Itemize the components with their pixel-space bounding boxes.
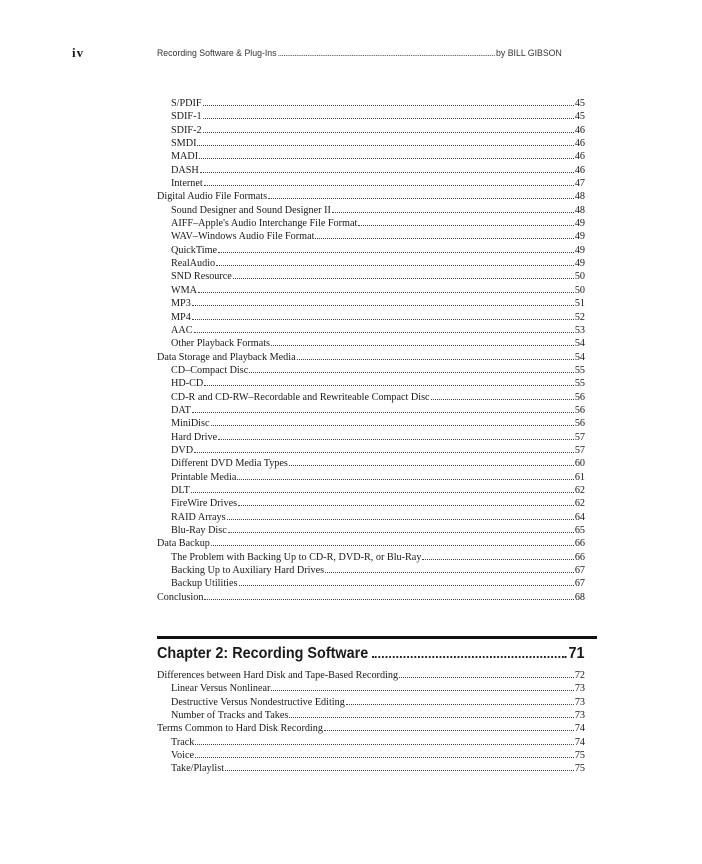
toc-entry-title: Backup Utilities	[171, 578, 238, 590]
toc-entry-page: 57	[574, 444, 585, 456]
toc-entry-title: Other Playback Formats	[171, 338, 271, 350]
dot-leader	[228, 532, 574, 533]
toc-entry[interactable]	[157, 257, 585, 270]
toc-entry-page: 66	[574, 551, 585, 563]
toc-entry-page: 46	[574, 164, 585, 176]
toc-entry[interactable]	[157, 391, 585, 404]
dot-leader	[192, 319, 574, 320]
toc-entry[interactable]	[157, 110, 585, 123]
toc-entry[interactable]	[157, 417, 585, 430]
toc-entry-title: CD–Compact Disc	[171, 364, 249, 376]
book-title: Recording Software & Plug-Ins	[157, 48, 277, 59]
toc-entry-title: Take/Playlist	[171, 763, 225, 775]
toc-entry-page: 73	[574, 710, 585, 722]
toc-entry-page: 66	[574, 538, 585, 550]
toc-entry-page: 54	[574, 338, 585, 350]
dot-leader	[332, 212, 574, 213]
dot-leader	[233, 278, 574, 279]
dot-leader	[268, 198, 574, 199]
toc-entry[interactable]	[157, 736, 585, 749]
dot-leader	[195, 744, 573, 745]
chapter-leader	[372, 656, 567, 658]
toc-entry-title: SDIF-1	[171, 111, 202, 123]
dot-leader	[289, 465, 574, 466]
dot-leader	[271, 345, 574, 346]
toc-entry-title: S/PDIF	[171, 98, 202, 109]
dot-leader	[239, 585, 574, 586]
page-number: iv	[72, 45, 85, 60]
toc-entry[interactable]	[157, 722, 585, 735]
toc-entry-page: 51	[574, 298, 585, 310]
toc-entry[interactable]	[157, 164, 585, 177]
toc-entry-page: 45	[574, 98, 585, 109]
toc-entry-page: 64	[574, 511, 585, 523]
dot-leader	[238, 505, 574, 506]
dot-leader	[191, 492, 574, 493]
toc-entry-title: Differences between Hard Disk and Tape-Based Recording	[157, 670, 399, 681]
chapter-heading[interactable]	[157, 645, 585, 663]
toc-entry-page: 72	[574, 670, 585, 681]
toc-entry-page: 46	[574, 138, 585, 150]
toc-entry-page: 54	[574, 351, 585, 363]
toc-entry-page: 45	[574, 111, 585, 123]
toc-entry[interactable]	[157, 137, 585, 150]
toc-entry-page: 55	[574, 364, 585, 376]
toc-entry[interactable]	[157, 351, 585, 364]
chapter-page: 71	[568, 645, 585, 662]
toc-entry-page: 52	[574, 311, 585, 323]
toc-entry-title: Backing Up to Auxiliary Hard Drives	[171, 565, 325, 577]
toc-entry[interactable]	[157, 431, 585, 444]
toc-entry[interactable]	[157, 297, 585, 310]
dot-leader	[194, 452, 574, 453]
toc-entry-title: Voice	[171, 750, 195, 762]
toc-entry-page: 49	[574, 218, 585, 230]
dot-leader	[200, 172, 574, 173]
dot-leader	[203, 132, 574, 133]
toc-entry[interactable]	[157, 471, 585, 484]
toc-entry[interactable]	[157, 564, 585, 577]
toc-entry-title: DAT	[171, 404, 191, 416]
dot-leader	[194, 332, 574, 333]
toc-entry[interactable]	[157, 669, 585, 682]
toc-entry[interactable]	[157, 577, 585, 590]
toc-entry-title: AAC	[171, 324, 193, 336]
toc-entry-title: Sound Designer and Sound Designer II	[171, 204, 331, 216]
dot-leader	[211, 425, 574, 426]
toc-entry-page: 48	[574, 204, 585, 216]
toc-entry-title: Conclusion	[157, 591, 204, 603]
toc-entry-page: 46	[574, 124, 585, 136]
dot-leader	[199, 158, 574, 159]
toc-entry-page: 56	[574, 418, 585, 430]
running-header	[157, 48, 562, 59]
toc-entry-title: Linear Versus Nonlinear	[171, 683, 271, 695]
toc-entry-title: Track	[171, 736, 195, 748]
toc-entry-page: 55	[574, 378, 585, 390]
toc-entry-title: MADI	[171, 151, 199, 163]
toc-entry-page: 49	[574, 244, 585, 256]
toc-entry-page: 65	[574, 525, 585, 536]
toc-entry-title: MP4	[171, 311, 191, 323]
toc-entry[interactable]	[157, 97, 585, 110]
toc-entry[interactable]	[157, 524, 585, 537]
toc-entry-title: Digital Audio File Formats	[157, 191, 268, 203]
toc-section-2	[157, 669, 585, 776]
toc-entry[interactable]	[157, 497, 585, 510]
toc-entry-page: 67	[574, 565, 585, 577]
toc-entry[interactable]	[157, 377, 585, 390]
dot-leader	[237, 479, 573, 480]
dot-leader	[271, 690, 573, 691]
toc-entry-title: MP3	[171, 298, 191, 310]
dot-leader	[204, 185, 574, 186]
toc-entry[interactable]	[157, 150, 585, 163]
toc-entry[interactable]	[157, 551, 585, 564]
toc-entry-title: RAID Arrays	[171, 511, 226, 523]
toc-entry-title: QuickTime	[171, 244, 218, 256]
toc-entry[interactable]	[157, 484, 585, 497]
dot-leader	[315, 238, 573, 239]
dot-leader	[422, 559, 573, 560]
dot-leader	[204, 385, 574, 386]
dot-leader	[289, 717, 573, 718]
dot-leader	[197, 145, 573, 146]
toc-entry-page: 62	[574, 498, 585, 510]
toc-entry-page: 49	[574, 231, 585, 243]
toc-entry-page: 74	[574, 736, 585, 748]
toc-entry-title: MiniDisc	[171, 418, 210, 430]
dot-leader	[218, 252, 574, 253]
toc-entry-title: Internet	[171, 178, 203, 190]
dot-leader	[204, 599, 573, 600]
toc-entry-page: 53	[574, 324, 585, 336]
toc-entry-title: Hard Drive	[171, 431, 218, 443]
toc-entry-title: SDIF-2	[171, 124, 202, 136]
author-name: by BILL GIBSON	[496, 48, 562, 59]
toc-entry-title: CD-R and CD-RW–Recordable and Rewriteable Compact Disc	[171, 391, 430, 403]
dot-leader	[195, 757, 574, 758]
dot-leader	[325, 572, 574, 573]
toc-entry[interactable]	[157, 124, 585, 137]
toc-entry-page: 57	[574, 431, 585, 443]
toc-entry-page: 50	[574, 284, 585, 296]
toc-entry[interactable]	[157, 709, 585, 722]
dot-leader	[192, 305, 574, 306]
dot-leader	[198, 292, 574, 293]
toc-entry-page: 56	[574, 404, 585, 416]
toc-entry-title: The Problem with Backing Up to CD-R, DVD-R, or Blu-Ray	[171, 551, 422, 563]
toc-entry[interactable]	[157, 591, 585, 604]
chapter-title: Chapter 2: Recording Software	[157, 645, 369, 662]
toc-entry[interactable]	[157, 270, 585, 283]
toc-entry-title: Data Storage and Playback Media	[157, 351, 296, 363]
toc-entry[interactable]	[157, 244, 585, 257]
toc-entry[interactable]	[157, 217, 585, 230]
toc-entry-title: FireWire Drives	[171, 498, 238, 510]
header-leader	[278, 55, 494, 56]
toc-entry-page: 62	[574, 484, 585, 496]
toc-entry-title: SMDI	[171, 138, 197, 150]
toc-entry-title: HD-CD	[171, 378, 204, 390]
toc-entry-page: 60	[574, 458, 585, 470]
toc-entry-page: 61	[574, 471, 585, 483]
dot-leader	[324, 730, 574, 731]
toc-entry[interactable]	[157, 696, 585, 709]
dot-leader	[203, 118, 574, 119]
toc-entry[interactable]	[157, 762, 585, 775]
dot-leader	[297, 359, 574, 360]
dot-leader	[192, 412, 574, 413]
toc-entry[interactable]	[157, 190, 585, 203]
toc-entry[interactable]	[157, 749, 585, 762]
toc-entry-title: AIFF–Apple's Audio Interchange File Format	[171, 218, 358, 230]
toc-entry-title: Number of Tracks and Takes	[171, 710, 289, 722]
toc-entry-page: 75	[574, 750, 585, 762]
toc-entry[interactable]	[157, 444, 585, 457]
dot-leader	[399, 677, 574, 678]
toc-entry[interactable]	[157, 537, 585, 550]
dot-leader	[225, 770, 574, 771]
dot-leader	[216, 265, 574, 266]
toc-entry[interactable]	[157, 204, 585, 217]
toc-entry-page: 75	[574, 763, 585, 775]
toc-entry-page: 73	[574, 696, 585, 708]
dot-leader	[358, 225, 573, 226]
toc-entry-page: 67	[574, 578, 585, 590]
dot-leader	[227, 519, 574, 520]
toc-entry[interactable]	[157, 511, 585, 524]
toc-entry-page: 49	[574, 258, 585, 270]
toc-entry-title: Data Backup	[157, 538, 210, 550]
toc-entry[interactable]	[157, 364, 585, 377]
toc-entry-title: Terms Common to Hard Disk Recording	[157, 723, 323, 735]
toc-entry[interactable]	[157, 324, 585, 337]
toc-section-1	[157, 97, 585, 604]
toc-entry-page: 47	[574, 178, 585, 190]
toc-entry-title: Different DVD Media Types	[171, 458, 288, 470]
toc-entry-title: RealAudio	[171, 258, 216, 270]
toc-entry-title: DASH	[171, 164, 199, 176]
dot-leader	[218, 439, 574, 440]
toc-entry[interactable]	[157, 311, 585, 324]
toc-entry-page: 46	[574, 151, 585, 163]
toc-entry-page: 74	[574, 723, 585, 735]
toc-entry-page: 50	[574, 271, 585, 283]
toc-entry-title: DVD	[171, 444, 194, 456]
toc-entry-title: SND Resource	[171, 271, 232, 283]
dot-leader	[249, 372, 574, 373]
toc-entry-title: Blu-Ray Disc	[171, 525, 227, 536]
toc-entry[interactable]	[157, 457, 585, 470]
dot-leader	[431, 399, 574, 400]
toc-entry-title: WMA	[171, 284, 198, 296]
toc-entry[interactable]	[157, 337, 585, 350]
toc-entry-title: Printable Media	[171, 471, 237, 483]
dot-leader	[203, 105, 574, 106]
toc-entry[interactable]	[157, 177, 585, 190]
toc-entry-title: DLT	[171, 484, 190, 496]
toc-entry[interactable]	[157, 404, 585, 417]
dot-leader	[346, 704, 574, 705]
toc-entry[interactable]	[157, 682, 585, 695]
toc-entry-page: 73	[574, 683, 585, 695]
toc-entry-title: Destructive Versus Nondestructive Editing	[171, 696, 345, 708]
chapter-rule	[157, 636, 597, 639]
toc-entry-page: 48	[574, 191, 585, 203]
toc-entry-page: 68	[574, 591, 585, 603]
toc-entry[interactable]	[157, 284, 585, 297]
toc-entry-page: 56	[574, 391, 585, 403]
toc-entry-title: WAV–Windows Audio File Format	[171, 231, 315, 243]
dot-leader	[211, 545, 574, 546]
toc-entry[interactable]	[157, 230, 585, 243]
